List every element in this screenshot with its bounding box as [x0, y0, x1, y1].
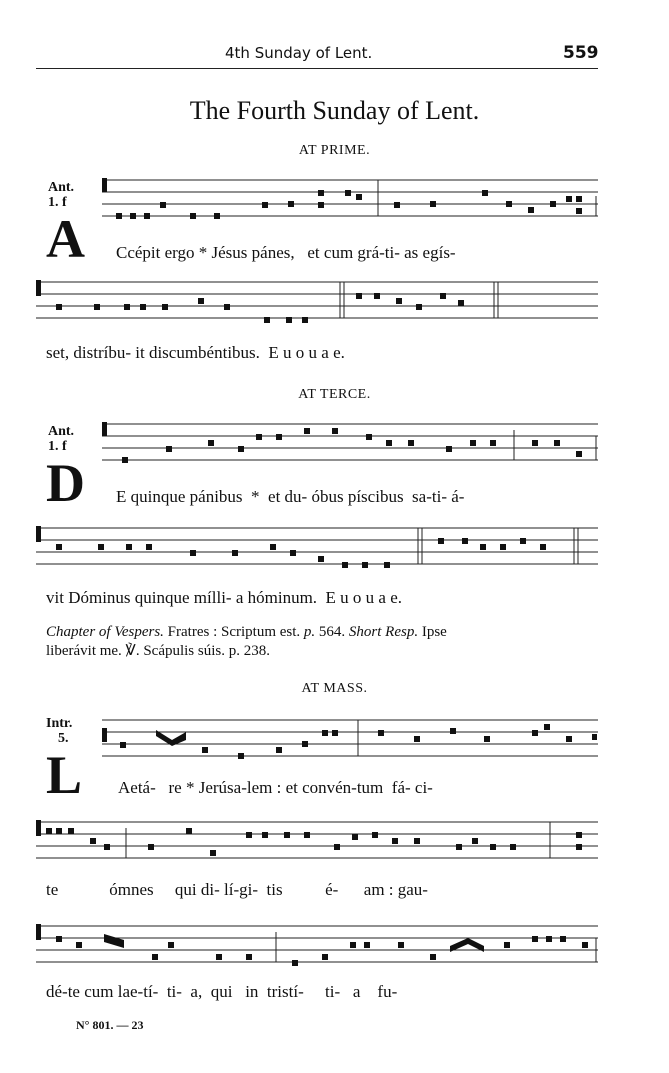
- section-heading-mass: AT MASS.: [301, 681, 368, 696]
- initial-letter-prime: A: [46, 209, 85, 269]
- lyrics-mass-line-3: dé-te cum lae-tí- ti- a, qui in tristí- ti- a fu-: [46, 982, 398, 1001]
- lyrics-terce-line-2: vit Dóminus quinque mílli- a hóminum. E u o u a e.: [46, 588, 403, 607]
- chapter-of-vespers-line-2: liberávit me. ℣. Scápulis súis. p. 238.: [46, 643, 270, 659]
- introit-label-mass: Intr. 5.: [46, 716, 73, 746]
- lyrics-prime-line-1: Ccépit ergo * Jésus pánes, et cum grá-ti- as egís-: [116, 243, 456, 262]
- page-title: The Fourth Sunday of Lent.: [189, 96, 480, 125]
- running-header-title: 4th Sunday of Lent.: [225, 44, 373, 62]
- chant-staff-mass-2: [0, 812, 669, 872]
- lyrics-prime-line-2: set, distríbu- it discumbéntibus. E u o u a e.: [46, 343, 345, 362]
- printer-signature-footer: N° 801. — 23: [76, 1018, 144, 1032]
- antiphon-label-prime: Ant. 1. f: [48, 180, 75, 210]
- chant-staff-mass-1: [0, 710, 669, 770]
- chant-staff-terce-1: [0, 414, 669, 474]
- lyrics-mass-line-2: te ómnes qui di- lí-gi- tis é- am : gau-: [46, 880, 428, 899]
- antiphon-label-terce: Ant. 1. f: [48, 424, 75, 454]
- chant-staff-terce-2: [0, 520, 669, 580]
- chant-staff-prime-1: [0, 170, 669, 230]
- initial-letter-terce: D: [46, 453, 85, 513]
- lyrics-terce-line-1: E quinque pánibus * et du- óbus píscibus sa-ti- á-: [116, 487, 465, 506]
- chapter-of-vespers-line-1: Chapter of Vespers. Fratres : Scriptum est. p. 564. Short Resp. Ipse: [46, 624, 447, 640]
- chant-staff-mass-3: [0, 916, 669, 976]
- section-heading-prime: AT PRIME.: [298, 143, 371, 158]
- header-rule: [36, 68, 598, 69]
- page-number: 559: [563, 43, 599, 63]
- initial-letter-mass: L: [46, 745, 83, 805]
- chant-staff-prime-2: [0, 278, 669, 328]
- lyrics-mass-line-1: Aetá- re * Jerúsa-lem : et convén-tum fá- ci-: [118, 778, 433, 797]
- section-heading-terce: AT TERCE.: [298, 387, 371, 402]
